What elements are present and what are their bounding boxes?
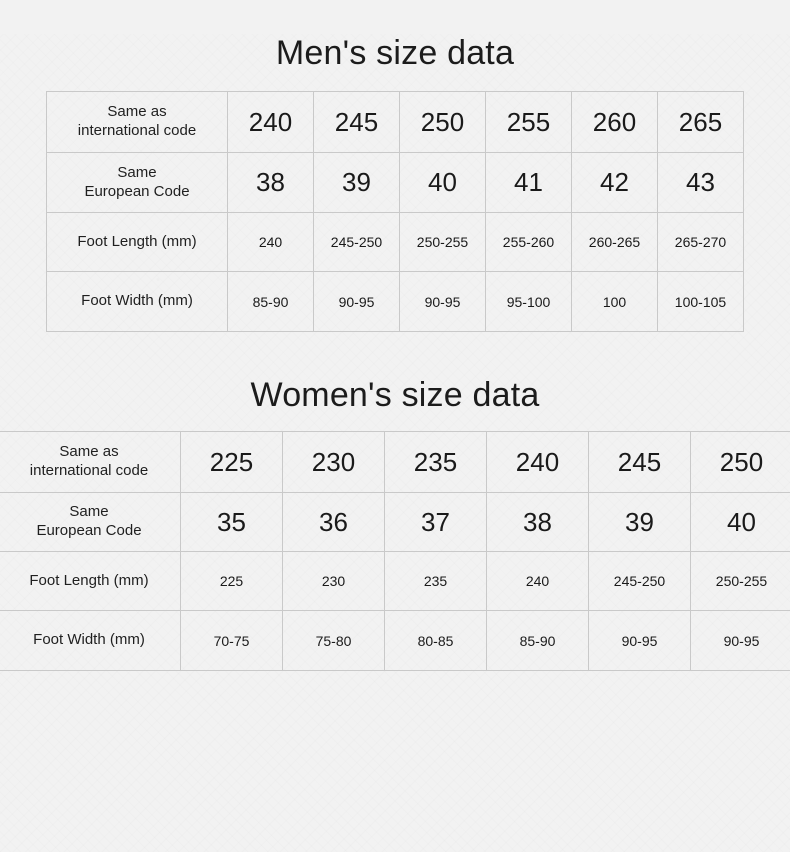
mens-table-wrap (0, 73, 790, 332)
cell-value: 250 (400, 92, 486, 153)
row-label-foot-width (47, 272, 228, 332)
womens-table-wrap (0, 415, 790, 671)
label-line: Foot Width (mm) (0, 631, 178, 650)
cell-value: 250 (691, 432, 790, 493)
cell-value: 230 (283, 432, 385, 493)
cell-value: 90-95 (589, 611, 691, 671)
row-label-foot-length (0, 552, 181, 611)
mens-size-table (46, 91, 744, 332)
cell-value: 39 (589, 493, 691, 552)
cell-value: 265 (658, 92, 744, 153)
cell-value: 41 (486, 153, 572, 213)
label-line: European Code (49, 183, 225, 202)
cell-value: 245 (589, 432, 691, 493)
table-row (0, 493, 790, 552)
cell-value: 39 (314, 153, 400, 213)
cell-value: 250-255 (400, 213, 486, 272)
cell-value: 250-255 (691, 552, 790, 611)
cell-value: 38 (487, 493, 589, 552)
cell-value: 70-75 (181, 611, 283, 671)
cell-value: 225 (181, 552, 283, 611)
cell-value: 100-105 (658, 272, 744, 332)
table-row (0, 552, 790, 611)
cell-value: 37 (385, 493, 487, 552)
table-row (47, 92, 744, 153)
cell-value: 85-90 (487, 611, 589, 671)
cell-value: 75-80 (283, 611, 385, 671)
table-row (0, 611, 790, 671)
cell-value: 255-260 (486, 213, 572, 272)
cell-value: 225 (181, 432, 283, 493)
table-row (47, 213, 744, 272)
label-line: Foot Length (mm) (49, 233, 225, 252)
cell-value: 35 (181, 493, 283, 552)
cell-value: 240 (228, 213, 314, 272)
cell-value: 260-265 (572, 213, 658, 272)
cell-value: 260 (572, 92, 658, 153)
cell-value: 38 (228, 153, 314, 213)
label-line: Same (0, 503, 178, 522)
label-line: Same as (0, 443, 178, 462)
cell-value: 36 (283, 493, 385, 552)
table-row (47, 272, 744, 332)
cell-value: 240 (228, 92, 314, 153)
cell-value: 240 (487, 552, 589, 611)
row-label-international (0, 432, 181, 493)
label-line: Same (49, 164, 225, 183)
cell-value: 240 (487, 432, 589, 493)
cell-value: 85-90 (228, 272, 314, 332)
cell-value: 42 (572, 153, 658, 213)
label-line: international code (0, 462, 178, 481)
label-line: international code (49, 122, 225, 141)
label-line: Foot Width (mm) (49, 292, 225, 311)
cell-value: 235 (385, 432, 487, 493)
cell-value: 100 (572, 272, 658, 332)
cell-value: 245 (314, 92, 400, 153)
cell-value: 90-95 (314, 272, 400, 332)
table-row (47, 153, 744, 213)
page-title-womens: Women's size data (0, 376, 790, 415)
cell-value: 90-95 (691, 611, 790, 671)
cell-value: 245-250 (589, 552, 691, 611)
womens-size-table (0, 431, 790, 671)
page-title-mens: Men's size data (0, 34, 790, 73)
cell-value: 90-95 (400, 272, 486, 332)
row-label-european (0, 493, 181, 552)
cell-value: 245-250 (314, 213, 400, 272)
table-row (0, 432, 790, 493)
row-label-international (47, 92, 228, 153)
cell-value: 255 (486, 92, 572, 153)
label-line: Same as (49, 103, 225, 122)
cell-value: 95-100 (486, 272, 572, 332)
cell-value: 230 (283, 552, 385, 611)
cell-value: 40 (691, 493, 790, 552)
row-label-european (47, 153, 228, 213)
cell-value: 265-270 (658, 213, 744, 272)
label-line: Foot Length (mm) (0, 572, 178, 591)
size-chart-page (0, 34, 790, 852)
cell-value: 43 (658, 153, 744, 213)
cell-value: 235 (385, 552, 487, 611)
row-label-foot-length (47, 213, 228, 272)
cell-value: 40 (400, 153, 486, 213)
row-label-foot-width (0, 611, 181, 671)
label-line: European Code (0, 522, 178, 541)
cell-value: 80-85 (385, 611, 487, 671)
